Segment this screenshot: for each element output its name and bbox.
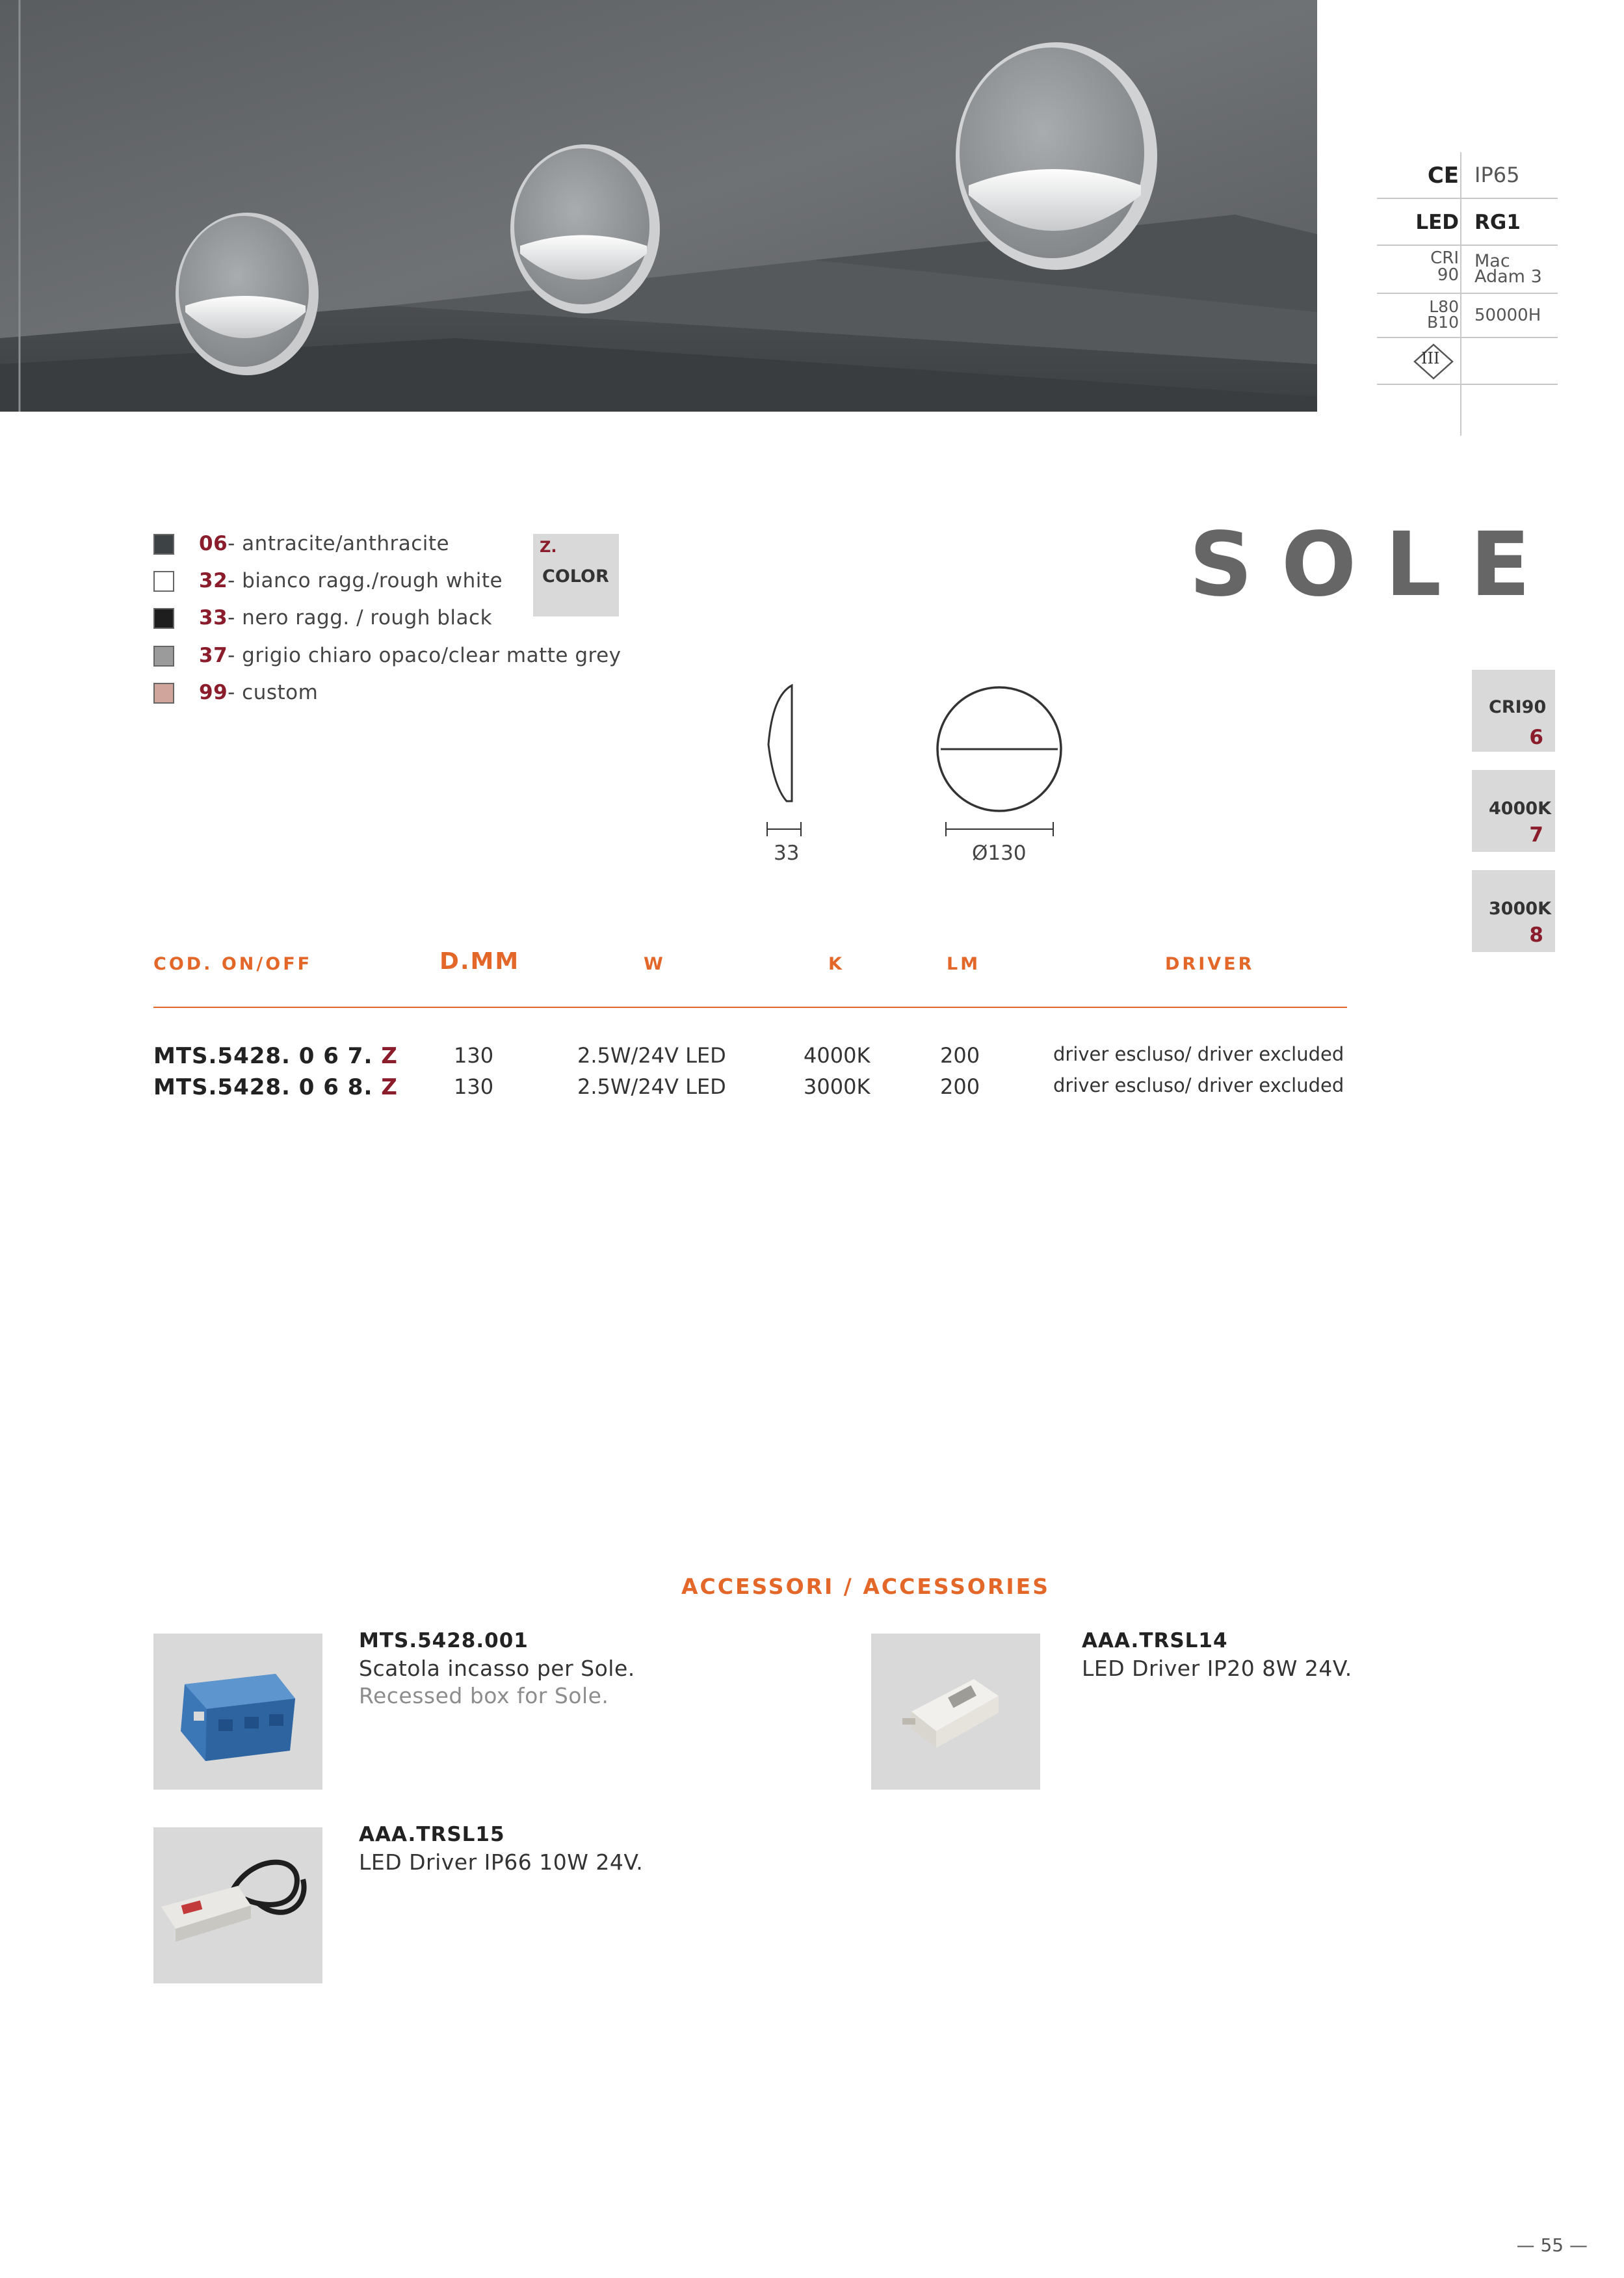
accessory-code: MTS.5428.001 xyxy=(359,1629,529,1652)
variant-label: CRI90 xyxy=(1489,697,1547,717)
color-item-33 xyxy=(199,606,492,629)
variant-tag-3000k xyxy=(1472,870,1555,952)
code-text: MTS.5428. 0 6 8. xyxy=(153,1074,382,1100)
header-dmm: D.MM xyxy=(439,948,520,975)
color-code: 06 xyxy=(199,532,228,555)
accessory-image-box xyxy=(153,1634,322,1790)
color-code: 99 xyxy=(199,681,228,704)
header-driver: DRIVER xyxy=(1165,954,1255,974)
color-item-32 xyxy=(199,569,503,592)
header-k: K xyxy=(828,954,845,974)
color-caption: COLOR xyxy=(542,566,609,587)
ce-mark: CE xyxy=(1427,163,1459,189)
cri-value xyxy=(1474,251,1542,287)
swatch-37 xyxy=(153,646,174,667)
color-label: - bianco ragg./rough white xyxy=(228,569,503,592)
k-cell: 4000K xyxy=(804,1043,871,1068)
lm-cell: 200 xyxy=(940,1043,980,1068)
dmm-cell: 130 xyxy=(454,1074,494,1099)
w-cell: 2.5W/24V LED xyxy=(577,1043,726,1068)
color-item-06 xyxy=(199,532,449,555)
header-w: W xyxy=(644,954,666,974)
code-text: MTS.5428. 0 6 7. xyxy=(153,1043,382,1069)
accessory-desc: Scatola incasso per Sole. xyxy=(359,1656,635,1681)
lifetime-label xyxy=(1427,299,1459,330)
k-cell: 3000K xyxy=(804,1074,871,1099)
accessory-desc: LED Driver IP20 8W 24V. xyxy=(1082,1656,1352,1681)
depth-label: 33 xyxy=(774,841,800,865)
cri-value-line-2: Adam 3 xyxy=(1474,267,1542,287)
accessories-title: ACCESSORI / ACCESSORIES xyxy=(681,1574,1050,1599)
accessory-code: AAA.TRSL15 xyxy=(359,1823,505,1846)
side-profile-drawing xyxy=(754,676,806,865)
swatch-32 xyxy=(153,571,174,592)
cri-label-line-1: CRI xyxy=(1430,248,1459,268)
product-title: SOLE xyxy=(1188,514,1559,616)
spec-row-led xyxy=(1377,199,1558,246)
variant-tag-4000k xyxy=(1472,770,1555,852)
led-label: LED xyxy=(1415,211,1459,234)
header-rule xyxy=(153,1007,1347,1008)
accessory-desc: LED Driver IP66 10W 24V. xyxy=(359,1849,644,1875)
driver-cell: driver escluso/ driver excluded xyxy=(1053,1074,1344,1096)
front-view-drawing xyxy=(926,676,1082,865)
color-label: - antracite/anthracite xyxy=(228,532,450,555)
lifetime-value: 50000H xyxy=(1474,306,1541,325)
variant-number: 7 xyxy=(1529,823,1543,847)
dmm-cell: 130 xyxy=(454,1043,494,1068)
color-code: 32 xyxy=(199,569,228,592)
code-cell xyxy=(153,1043,398,1069)
lifetime-label-line-2: B10 xyxy=(1427,313,1459,332)
color-label: - nero ragg. / rough black xyxy=(228,606,493,629)
spec-row-class xyxy=(1377,338,1558,385)
spec-row-ip xyxy=(1377,152,1558,199)
color-code: 37 xyxy=(199,644,228,667)
page-number: — 55 — xyxy=(1516,2234,1588,2256)
swatch-06 xyxy=(153,534,174,555)
lifetime-label-line-1: L80 xyxy=(1429,297,1459,316)
variant-number: 6 xyxy=(1529,726,1543,749)
header-code: COD. ON/OFF xyxy=(153,954,313,974)
accessory-code: AAA.TRSL14 xyxy=(1082,1629,1228,1652)
accessory-image-driver-ip20 xyxy=(871,1634,1040,1790)
color-item-99 xyxy=(199,681,318,704)
cri-label-line-2: 90 xyxy=(1437,265,1459,285)
color-label: - custom xyxy=(228,681,319,704)
w-cell: 2.5W/24V LED xyxy=(577,1074,726,1099)
variant-label: 3000K xyxy=(1489,899,1552,919)
spec-row-lifetime xyxy=(1377,294,1558,338)
color-code: 33 xyxy=(199,606,228,629)
color-code-box xyxy=(533,534,619,616)
lm-cell: 200 xyxy=(940,1074,980,1099)
code-cell xyxy=(153,1074,398,1100)
variant-number: 8 xyxy=(1529,923,1543,947)
ip-rating: IP65 xyxy=(1474,163,1520,187)
code-color-suffix: Z xyxy=(381,1074,398,1100)
cri-value-line-1: Mac xyxy=(1474,251,1510,271)
variant-label: 4000K xyxy=(1489,799,1552,819)
class-iii-label: III xyxy=(1421,349,1440,367)
accessory-desc-en: Recessed box for Sole. xyxy=(359,1683,609,1708)
code-color-suffix: Z xyxy=(381,1043,398,1069)
swatch-33 xyxy=(153,608,174,629)
color-code-label: Z. xyxy=(540,538,557,556)
driver-cell: driver escluso/ driver excluded xyxy=(1053,1043,1344,1065)
header-lm: LM xyxy=(947,954,981,974)
cri-label xyxy=(1430,250,1459,284)
diameter-label: Ø130 xyxy=(972,841,1027,865)
color-item-37 xyxy=(199,644,622,667)
accessory-image-driver-ip66 xyxy=(153,1827,322,1983)
swatch-99 xyxy=(153,683,174,704)
led-value: RG1 xyxy=(1474,211,1521,234)
color-label: - grigio chiaro opaco/clear matte grey xyxy=(228,644,622,667)
variant-tag-cri90 xyxy=(1472,670,1555,752)
spec-row-cri xyxy=(1377,246,1558,294)
hero-photo xyxy=(0,0,1317,412)
